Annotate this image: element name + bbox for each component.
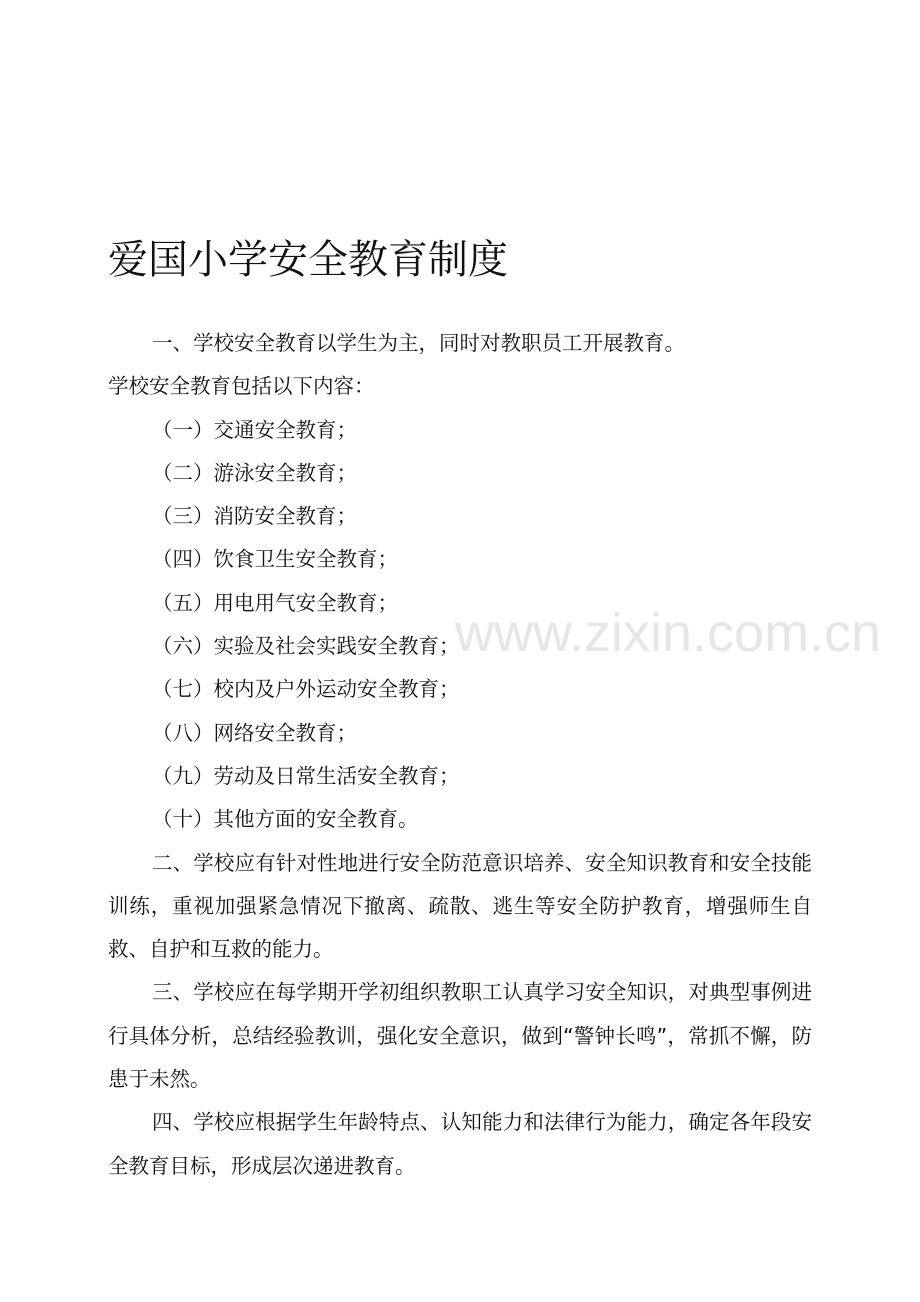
list-item: （八）网络安全教育； [152, 720, 357, 745]
document-body [108, 322, 812, 1188]
list-item: （一）交通安全教育； [152, 417, 357, 442]
list-item: （十）其他方面的安全教育。 [152, 807, 419, 832]
section-4-paragraph: 四、学校应根据学生年龄特点、认知能力和法律行为能力，确定各年段安全教育目标，形成层次递进教育。 [108, 1110, 812, 1178]
list-item: （四）饮食卫生安全教育； [152, 547, 398, 572]
section-3-paragraph: 三、学校应在每学期开学初组织教职工认真学习安全知识，对典型事例进行具体分析，总结经验教训，强化安全意识，做到“警钟长鸣”，常抓不懈，防患于未然。 [108, 980, 812, 1092]
list-item: （七）校内及户外运动安全教育； [152, 677, 460, 702]
section-1-intro: 学校安全教育包括以下内容： [108, 374, 375, 399]
document-title: 爱国小学安全教育制度 [108, 237, 508, 283]
list-item: （九）劳动及日常生活安全教育； [152, 763, 460, 788]
list-item: （三）消防安全教育； [152, 504, 357, 529]
list-item: （二）游泳安全教育； [152, 460, 357, 485]
section-1-heading: 一、学校安全教育以学生为主，同时对教职员工开展教育。 [152, 331, 685, 355]
watermark: www.zixin.com.cn [455, 603, 882, 663]
section-2-paragraph: 二、学校应有针对性地进行安全防范意识培养、安全知识教育和安全技能训练，重视加强紧急情况下撤离、疏散、逃生等安全防护教育，增强师生自救、自护和互救的能力。 [108, 850, 812, 962]
list-item: （五）用电用气安全教育； [152, 590, 398, 615]
list-item: （六）实验及社会实践安全教育； [152, 634, 460, 659]
